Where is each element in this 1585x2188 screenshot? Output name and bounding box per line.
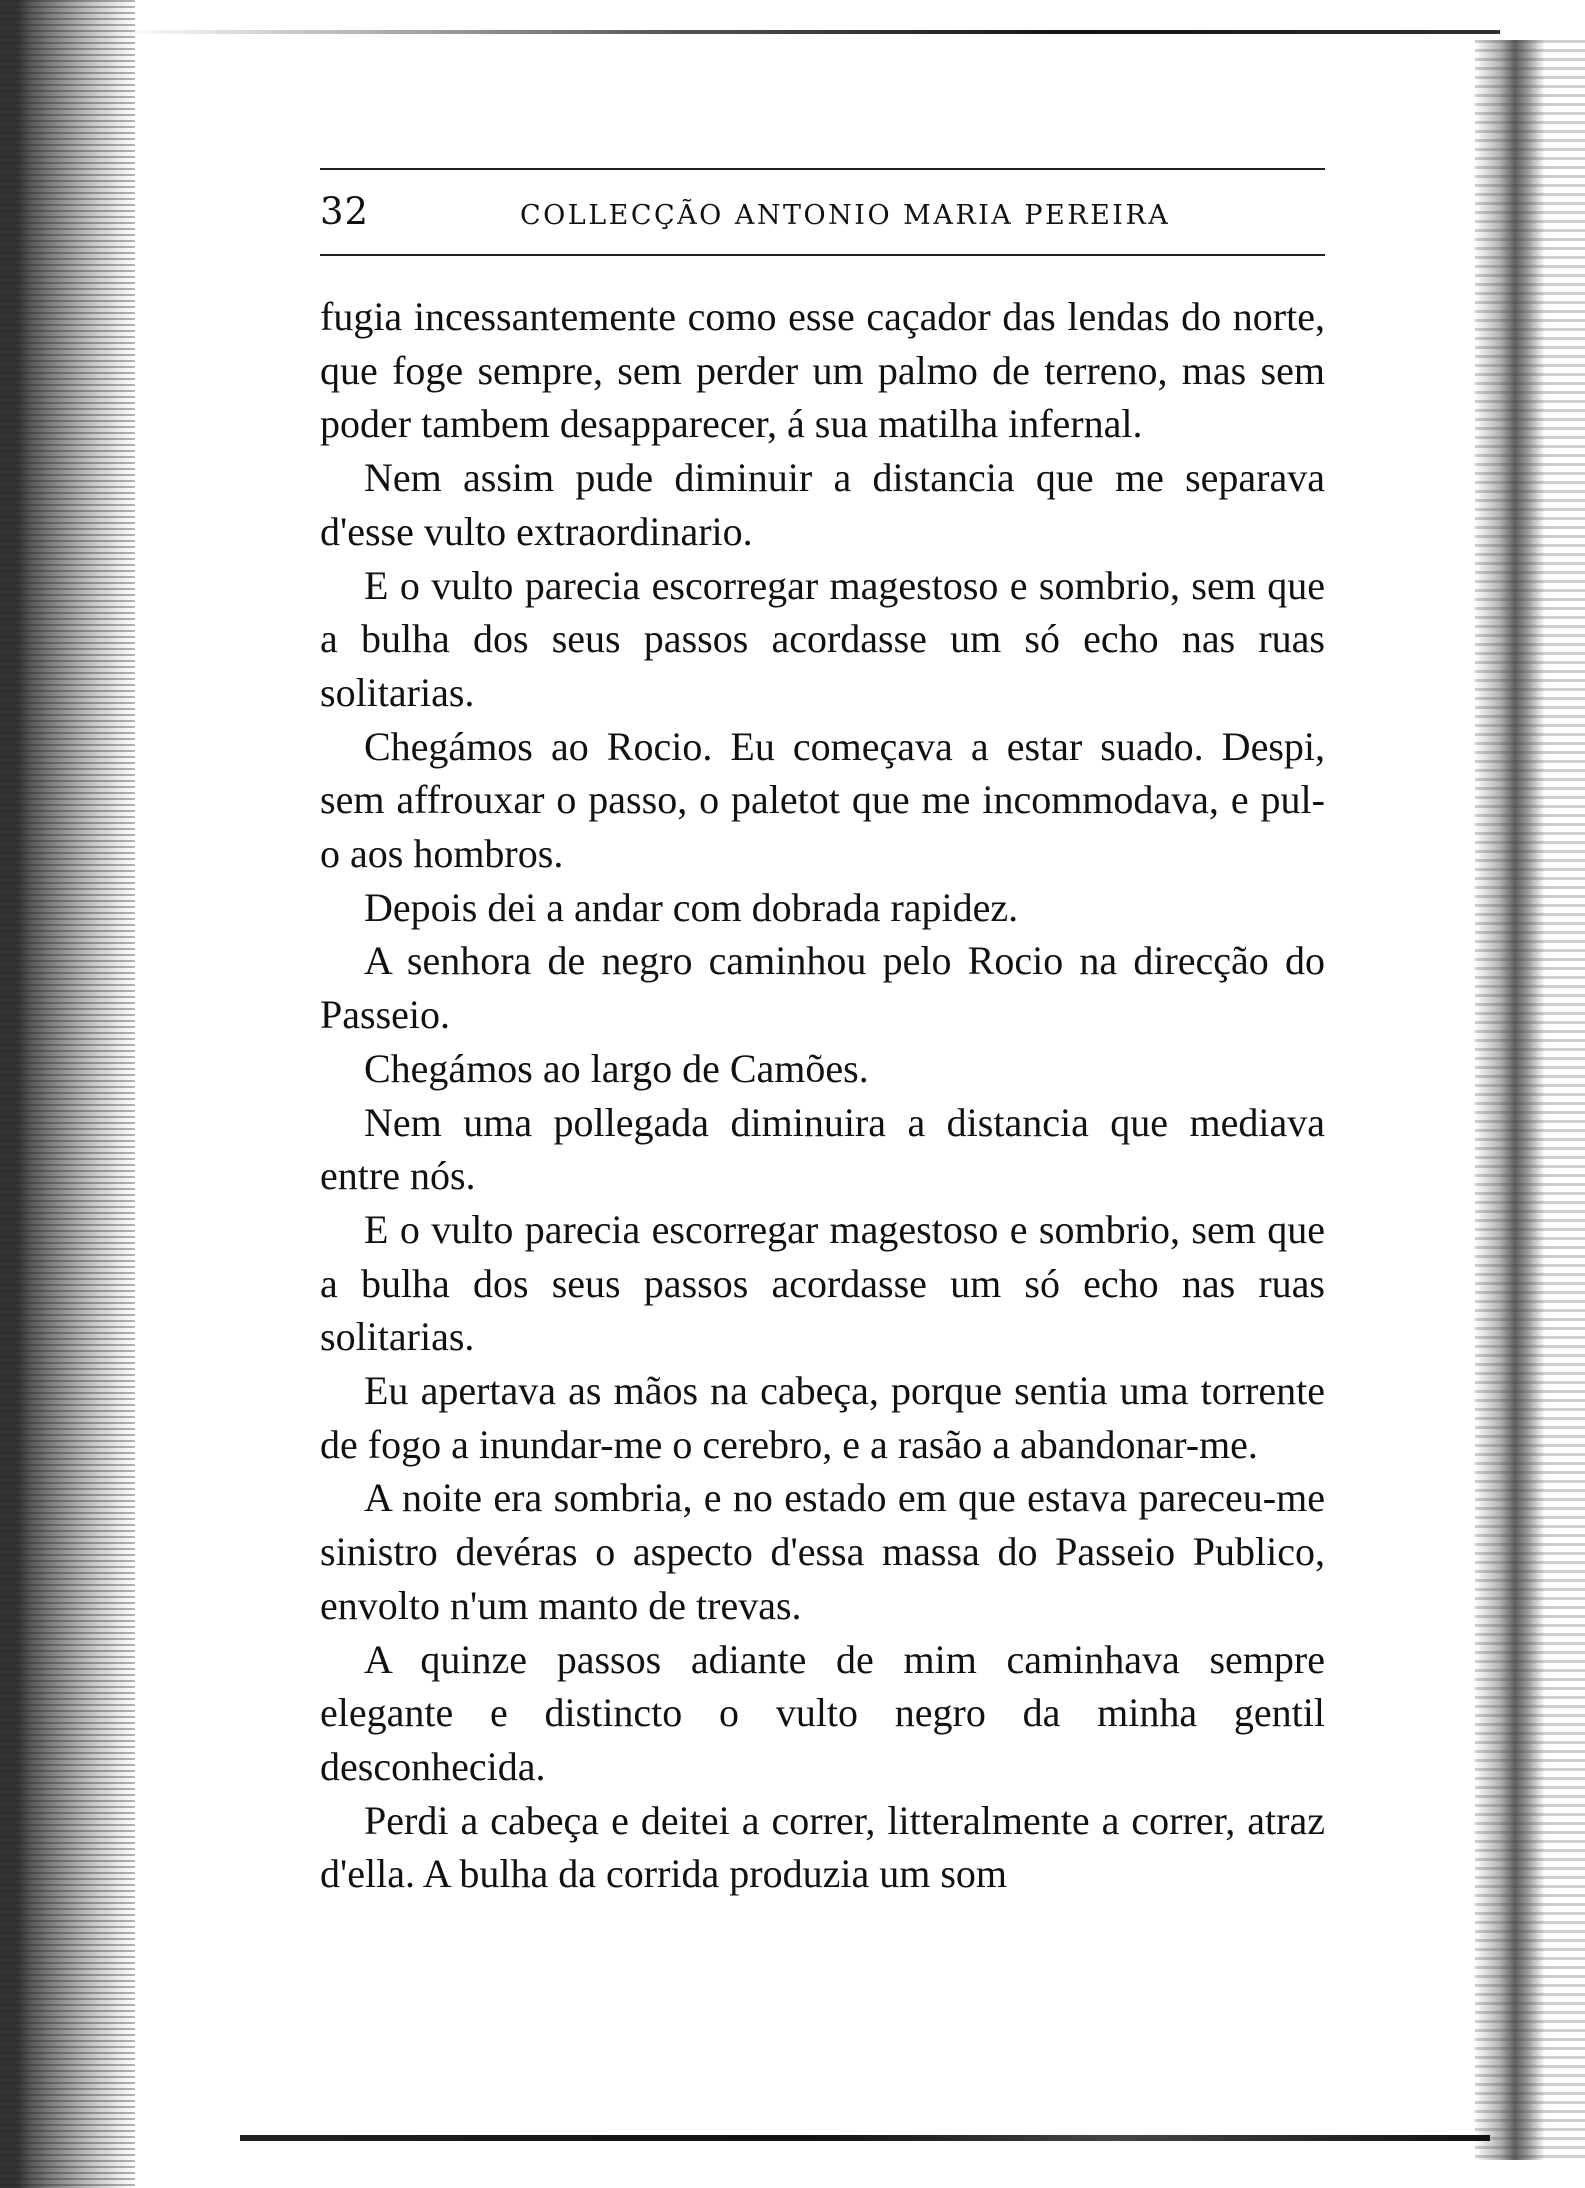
scan-right-edge [1475,40,1585,2160]
paragraph: Chegámos ao largo de Camões. [364,1045,869,1091]
paragraph: fugia incessantemente como esse caçador das lendas do norte, que foge sempre, sem perder um palmo de terreno, mas sem poder tambem desapparecer, á sua matilha infernal. [320,294,1325,447]
paragraph: Perdi a cabeça e deitei a correr, litteralmente a correr, atraz d'ella. A bulha da corrida produzia um som [320,1797,1325,1897]
paragraph: A senhora de negro caminhou pelo Rocio na direcção do Passeio. [320,938,1325,1038]
header-bottom-rule [320,254,1325,256]
page-body [320,290,1325,1901]
scan-left-edge [0,0,135,2188]
book-page [320,168,1325,1901]
paragraph: A noite era sombria, e no estado em que estava pareceu-me sinistro devéras o aspecto d'essa massa do Passeio Publico, envolto n'um manto de trevas. [320,1475,1325,1628]
paragraph: E o vulto parecia escorregar magestoso e sombrio, sem que a bulha dos seus passos acordasse um só echo nas ruas solitarias. [320,562,1325,715]
paragraph: Eu apertava as mãos na cabeça, porque sentia uma torrente de fogo a inundar-me o cerebro, e a rasão a abandonar-me. [320,1368,1325,1467]
page-header [320,170,1325,254]
paragraph: A quinze passos adiante de mim caminhava sempre elegante e distincto o vulto negro da minha gentil desconhecida. [320,1636,1325,1789]
paragraph: E o vulto parecia escorregar magestoso e sombrio, sem que a bulha dos seus passos acordasse um só echo nas ruas solitarias. [320,1206,1325,1360]
scan-bottom-edge [240,2135,1490,2141]
paragraph: Depois dei a andar com dobrada rapidez. [364,884,1019,930]
paragraph: Nem uma pollegada diminuira a distancia que mediava entre nós. [320,1099,1325,1199]
scan-top-edge [120,30,1500,34]
paragraph: Chegámos ao Rocio. Eu começava a estar suado. Despi, sem affrouxar o passo, o paletot que me incommodava, e pul-o aos hombros. [320,723,1325,877]
running-head: COLLECÇÃO ANTONIO MARIA PEREIRA [520,200,1171,231]
page-number: 32 [320,190,370,233]
paragraph: Nem assim pude diminuir a distancia que me separava d'esse vulto extraordinario. [320,455,1325,554]
